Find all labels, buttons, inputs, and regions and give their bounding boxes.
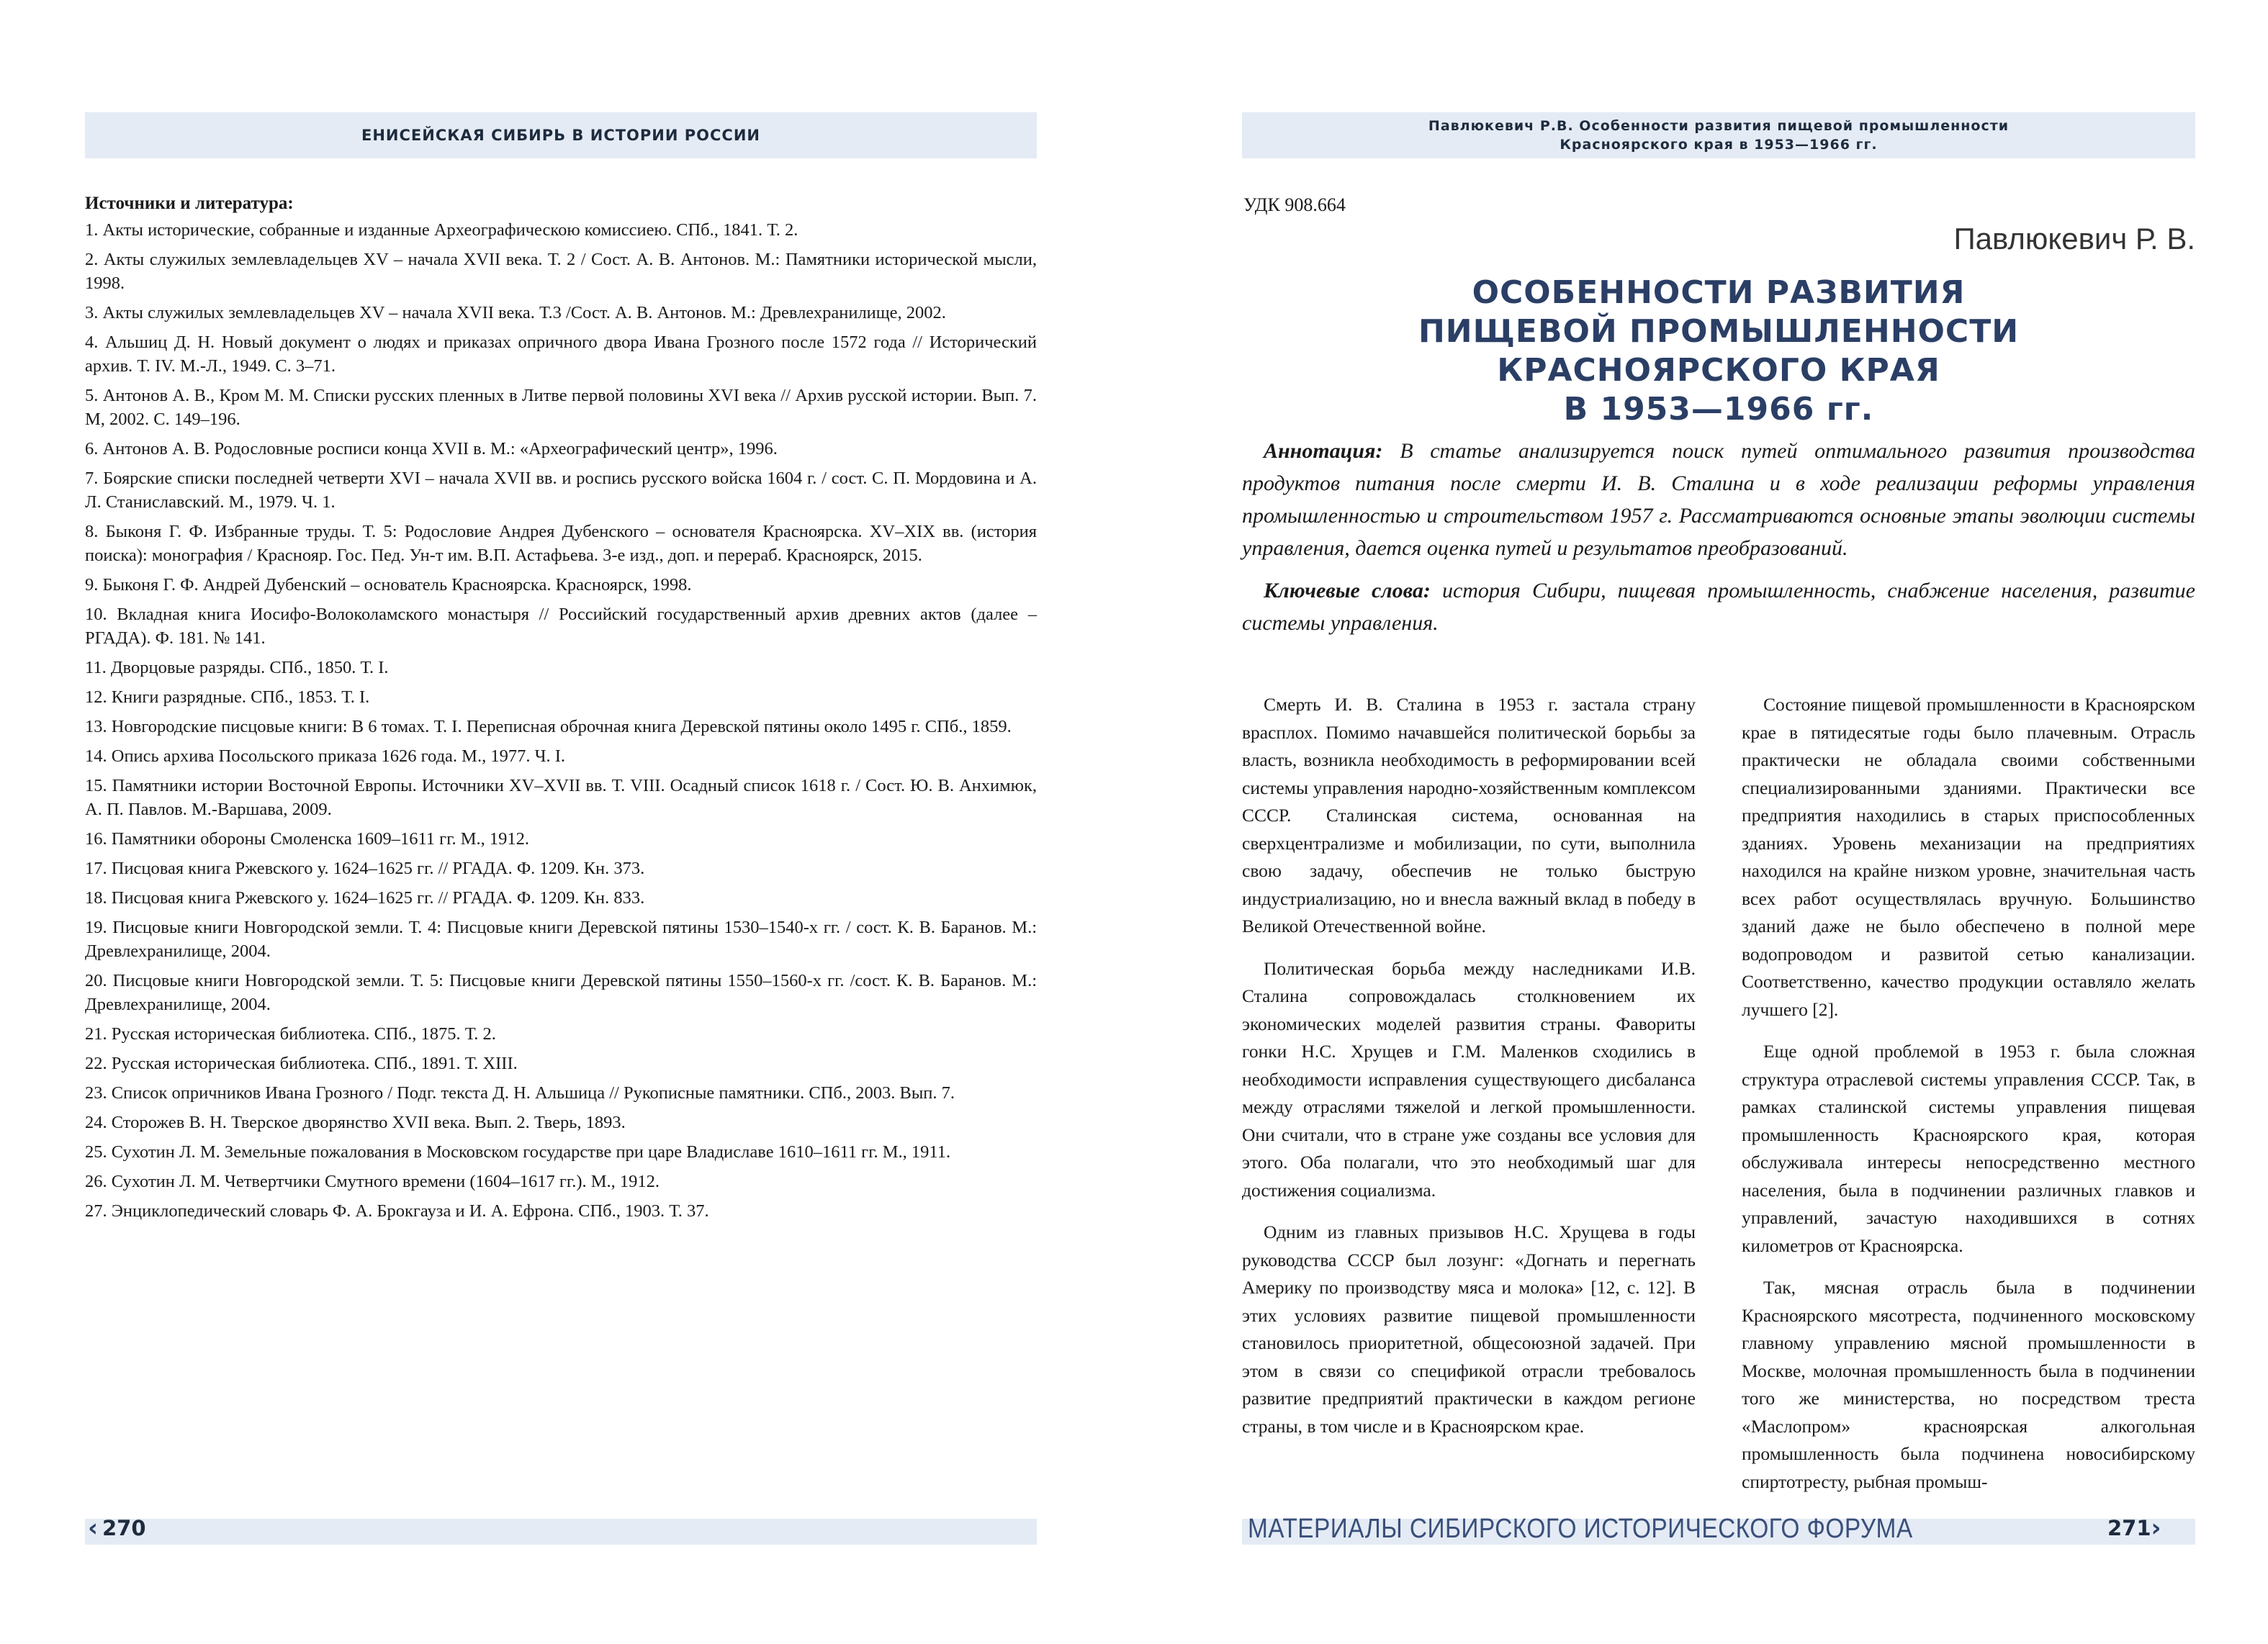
source-item: 26. Сухотин Л. М. Четвертчики Смутного времени (1604–1617 гг.). М., 1912.	[85, 1172, 660, 1191]
page-number-right	[2107, 1514, 2166, 1543]
source-item: 8. Быконя Г. Ф. Избранные труды. Т. 5: Родословие Андрея Дубенского – основателя Красноярска. XV–XIX вв. (история поиска): монография / Краснояр. Гос. Пед. Ун-т им. В.П. Астафьева. 3-е изд., доп. и перераб. Красноярск, 2015.	[85, 522, 1037, 565]
source-item: 12. Книги разрядные. СПб., 1853. Т. I.	[85, 687, 370, 707]
abstract-text: В статье анализируется поиск путей оптимального развития производства продуктов питания после смерти И. В. Сталина и в ходе реализации реформы управления промышленностью и строительством 1957 г. Рассматриваются основные этапы эволюции системы управления, дается оценка путей и результатов преобразований.	[1242, 439, 2195, 560]
article-title	[1242, 274, 2195, 429]
sources-list	[85, 218, 1037, 1223]
body-paragraph: Политическая борьба между наследниками И.В. Сталина сопровождалась столкновением их экономических моделей развития страны. Фавориты гонки Н.С. Хрущев и Г.М. Маленков сходились в необходимости исправления существующего дисбаланса между отраслями тяжелой и легкой промышленности. Они считали, что в стране уже созданы все условия для этого. Оба полагали, что это необходимый шаг для достижения социализма.	[1242, 957, 1696, 1201]
source-item: 10. Вкладная книга Иосифо-Волоколамского монастыря // Российский государственный архив древних актов (далее – РГАДА). Ф. 181. № 141.	[85, 605, 1037, 648]
source-item: 20. Писцовые книги Новгородской земли. Т. 5: Писцовые книги Деревской пятины 1550–1560-х гг. /сост. К. В. Баранов. М.: Древлехранилище, 2004.	[85, 971, 1037, 1014]
source-item: 21. Русская историческая библиотека. СПб., 1875. Т. 2.	[85, 1024, 496, 1044]
body-column-2	[1742, 691, 2195, 1510]
title-line: ПИЩЕВОЙ ПРОМЫШЛЕННОСТИ	[1418, 313, 2020, 350]
source-item: 17. Писцовая книга Ржевского у. 1624–1625 гг. // РГАДА. Ф. 1209. Кн. 373.	[85, 859, 645, 878]
sources-section	[85, 191, 1037, 1229]
abstract	[1242, 435, 2195, 564]
source-item: 18. Писцовая книга Ржевского у. 1624–1625 гг. // РГАДА. Ф. 1209. Кн. 833.	[85, 888, 645, 908]
chevron-left-icon: ‹	[88, 1514, 99, 1543]
source-item: 16. Памятники обороны Смоленска 1609–1611 гг. М., 1912.	[85, 829, 530, 849]
source-item: 2. Акты служилых землевладельцев XV – начала XVII века. Т. 2 / Сост. А. В. Антонов. М.: Памятники исторической мысли, 1998.	[85, 250, 1037, 293]
source-item: 3. Акты служилых землевладельцев XV – начала XVII века. Т.3 /Сост. А. В. Антонов. М.: Древлехранилище, 2002.	[85, 303, 946, 322]
keywords	[1242, 574, 2195, 639]
running-header-line: Павлюкевич Р.В. Особенности развития пищевой промышленности	[1428, 118, 2010, 134]
title-line: В 1953—1966 гг.	[1563, 391, 1874, 428]
running-header-line: Красноярского края в 1953—1966 гг.	[1560, 137, 1878, 153]
page-number-left	[88, 1514, 146, 1543]
footer-band	[85, 1514, 1037, 1545]
source-item: 9. Быконя Г. Ф. Андрей Дубенский – основатель Красноярска. Красноярск, 1998.	[85, 575, 692, 595]
author-name: Павлюкевич Р. В.	[1953, 222, 2195, 256]
source-item: 14. Опись архива Посольского приказа 1626 года. М., 1977. Ч. I.	[85, 746, 566, 766]
keywords-label: Ключевые слова:	[1264, 579, 1431, 602]
source-item: 19. Писцовые книги Новгородской земли. Т. 4: Писцовые книги Деревской пятины 1530–1540-х гг. / сост. К. В. Баранов. М.: Древлехранилище, 2004.	[85, 918, 1037, 961]
source-item: 6. Антонов А. В. Родословные росписи конца XVII в. М.: «Археографический центр», 1996.	[85, 439, 778, 459]
body-column-1	[1242, 691, 1696, 1455]
journal-title: МАТЕРИАЛЫ СИБИРСКОГО ИСТОРИЧЕСКОГО ФОРУМА	[1248, 1514, 1913, 1544]
body-paragraph: Так, мясная отрасль была в подчинении Красноярского мясотреста, подчиненного московскому главному управлению мясной промышленности в Москве, молочная промышленность была в подчинении того же министерства, но посредством треста «Маслопром» красноярская алкогольная промышленность была подчинена новосибирскому спиртотресту, рыбная промыш-	[1742, 1277, 2195, 1492]
source-item: 5. Антонов А. В., Кром М. М. Списки русских пленных в Литве первой половины XVI века // Архив русской истории. Вып. 7. М, 2002. С. 149–196.	[85, 386, 1037, 429]
source-item: 1. Акты исторические, собранные и изданные Археографическою комиссиею. СПб., 1841. Т. 2.	[85, 220, 798, 240]
abstract-block	[1242, 435, 2195, 649]
body-paragraph: Смерть И. В. Сталина в 1953 г. застала страну врасплох. Помимо начавшейся политической борьбы за власть, возникла необходимость в реформировании всей системы управления народно-хозяйственным комплексом СССР. Сталинская система, основанная на сверхцентрализме и мобилизации, по сути, выполнила свою задачу, обеспечив не только быструю индустриализацию, но и внесла важный вклад в победу в Великой Отечественной войне.	[1242, 694, 1696, 936]
body-paragraph: Состояние пищевой промышленности в Красноярском крае в пятидесятые годы было плачевным. Отрасль практически не обладала своими собственными специализированными зданиями. Практически все предприятия находились в старых приспособленных зданиях. Уровень механизации на предприятиях находился на крайне низком уровне, значительная часть всех работ осуществлялась вручную. Большинство зданий даже не было обеспечено в полной мере водопроводом и развитой сетью канализации. Соответственно, качество продукции оставляло желать лучшего [2].	[1742, 694, 2195, 1020]
source-item: 15. Памятники истории Восточной Европы. Источники XV–XVII вв. Т. VIII. Осадный список 1618 г. / Сост. Ю. В. Анхимюк, А. П. Павлов. М.-Варшава, 2009.	[85, 776, 1037, 819]
body-paragraph: Еще одной проблемой в 1953 г. была сложная структура отраслевой системы управления СССР. Так, в рамках сталинской системы управления пищевая промышленность Красноярского края, которая обслуживала интересы непосредственно местного населения, была в подчинении различных главков и управлений, зачастую находившихся в сотнях километров от Красноярска.	[1742, 1041, 2195, 1256]
title-line: КРАСНОЯРСКОГО КРАЯ	[1497, 352, 1940, 389]
running-header: ЕНИСЕЙСКАЯ СИБИРЬ В ИСТОРИИ РОССИИ	[85, 112, 1037, 158]
source-item: 22. Русская историческая библиотека. СПб., 1891. Т. XIII.	[85, 1054, 518, 1073]
source-item: 24. Сторожев В. Н. Тверское дворянство XVII века. Вып. 2. Тверь, 1893.	[85, 1113, 626, 1132]
sources-title: Источники и литература:	[85, 194, 294, 213]
chevron-right-icon: ›	[2151, 1514, 2161, 1543]
running-header	[1242, 112, 2195, 158]
page-number: 271	[2107, 1516, 2151, 1540]
abstract-label: Аннотация:	[1264, 439, 1383, 463]
udk-code: УДК 908.664	[1243, 194, 1346, 215]
title-line: ОСОБЕННОСТИ РАЗВИТИЯ	[1472, 274, 1966, 311]
page-number: 270	[102, 1516, 146, 1540]
source-item: 27. Энциклопедический словарь Ф. А. Брокгауза и И. А. Ефрона. СПб., 1903. Т. 37.	[85, 1201, 709, 1221]
keywords-text: история Сибири, пищевая промышленность, снабжение населения, развитие системы управления.	[1242, 579, 2195, 635]
body-paragraph: Одним из главных призывов Н.С. Хрущева в годы руководства СССР был лозунг: «Догнать и перегнать Америку по производству мяса и молока» [12, с. 12]. В этих условиях развитие пищевой промышленности становилось приоритетной, общесоюзной задачей. При этом в связи со спецификой отрасли требовалось развитие предприятий практически в каждом регионе страны, в том числе и в Красноярском крае.	[1242, 1221, 1696, 1437]
source-item: 13. Новгородские писцовые книги: В 6 томах. Т. I. Переписная оброчная книга Деревской пятины около 1495 г. СПб., 1859.	[85, 717, 1012, 736]
source-item: 11. Дворцовые разряды. СПб., 1850. Т. I.	[85, 658, 389, 677]
source-item: 7. Боярские списки последней четверти XVI – начала XVII вв. и роспись русского войска 1604 г. / сост. С. П. Мордовина и А. Л. Станиславский. М., 1979. Ч. 1.	[85, 469, 1037, 512]
source-item: 4. Альшиц Д. Н. Новый документ о людях и приказах опричного двора Ивана Грозного после 1572 года // Исторический архив. Т. IV. М.-Л., 1949. С. 3–71.	[85, 333, 1037, 376]
right-page	[1134, 0, 2268, 1644]
source-item: 23. Список опричников Ивана Грозного / Подг. текста Д. Н. Альшица // Рукописные памятники. СПб., 2003. Вып. 7.	[85, 1083, 955, 1103]
source-item: 25. Сухотин Л. М. Земельные пожалования в Московском государстве при царе Владиславе 1610–1611 гг. М., 1911.	[85, 1142, 951, 1162]
